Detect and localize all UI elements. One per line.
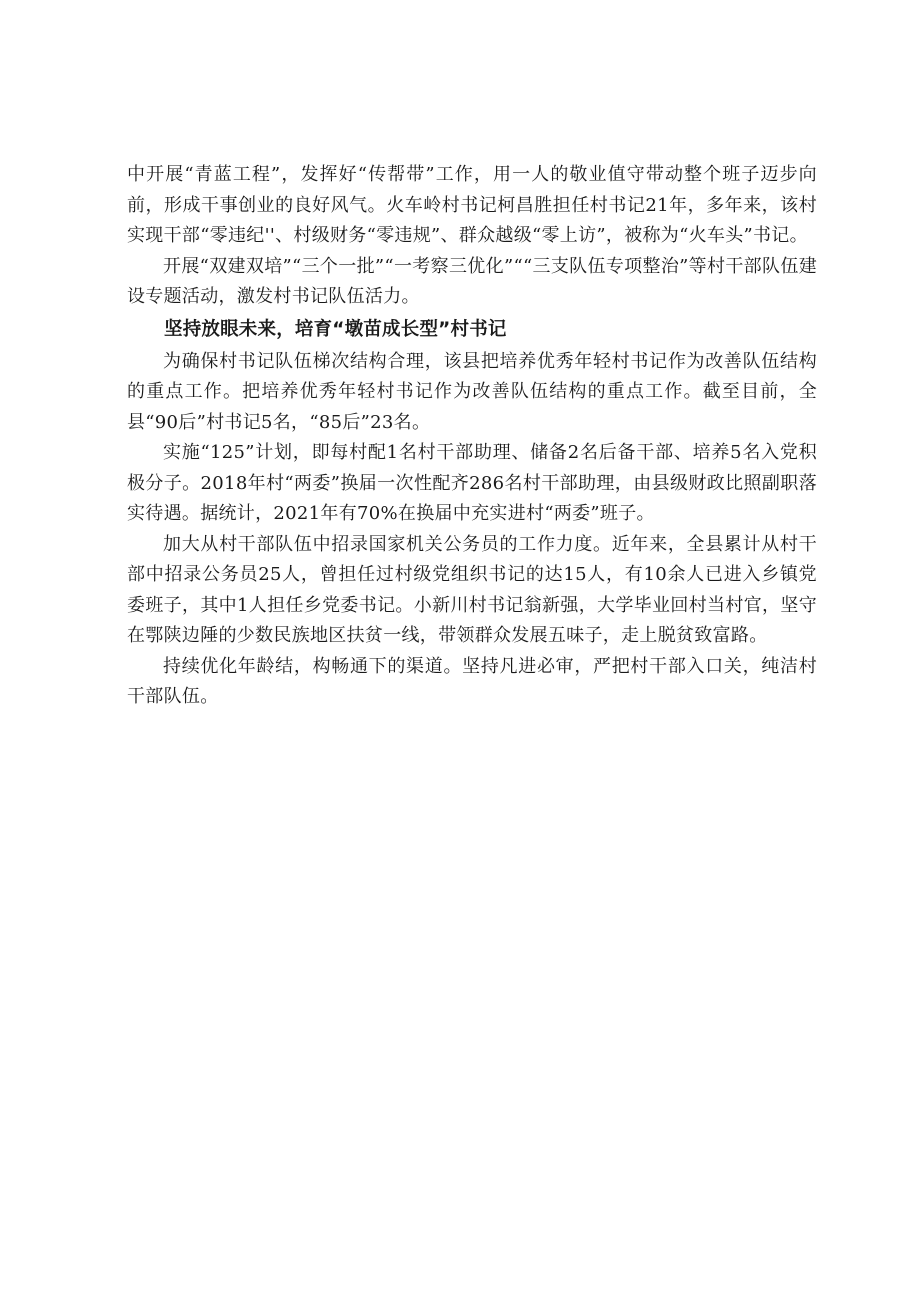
document-page <box>127 160 817 713</box>
paragraph: 实施“125”计划，即每村配1名村干部助理、储备2名后备干部、培养5名入党积极分子。2018年村“两委”换届一次性配齐286名村干部助理，由县级财政比照副职落实待遇。据统计，2021年有70%在换届中充实进村“两委”班子。 <box>127 442 817 524</box>
paragraph: 加大从村干部队伍中招录国家机关公务员的工作力度。近年来，全县累计从村干部中招录公务员25人，曾担任过村级党组织书记的达15人，有10余人已进入乡镇党委班子，其中1人担任乡党委书记。小新川村书记翁新强，大学毕业回村当村官，坚守在鄂陕边陲的少数民族地区扶贫一线，带领群众发展五味子，走上脱贫致富路。 <box>127 533 817 646</box>
section-heading: 坚持放眼未来，培育“墩苗成长型”村书记 <box>164 318 507 340</box>
paragraph: 持续优化年龄结，构畅通下的渠道。坚持凡进必审，严把村干部入口关，纯洁村干部队伍。 <box>127 655 817 707</box>
paragraph: 开展“双建双培”“三个一批”“一考察三优化”““三支队伍专项整治”等村干部队伍建设专题活动，激发村书记队伍活力。 <box>127 255 817 307</box>
paragraph: 为确保村书记队伍梯次结构合理，该县把培养优秀年轻村书记作为改善队伍结构的重点工作。把培养优秀年轻村书记作为改善队伍结构的重点工作。截至目前，全县“90后”村书记5名，“85后”23名。 <box>127 350 817 433</box>
paragraph: 中开展“青蓝工程”，发挥好“传帮带”工作，用一人的敬业值守带动整个班子迈步向前，形成干事创业的良好风气。火车岭村书记柯昌胜担任村书记21年，多年来，该村实现干部“零违纪''、村级财务“零违规”、群众越级“零上访”，被称为“火车头”书记。 <box>127 164 817 246</box>
